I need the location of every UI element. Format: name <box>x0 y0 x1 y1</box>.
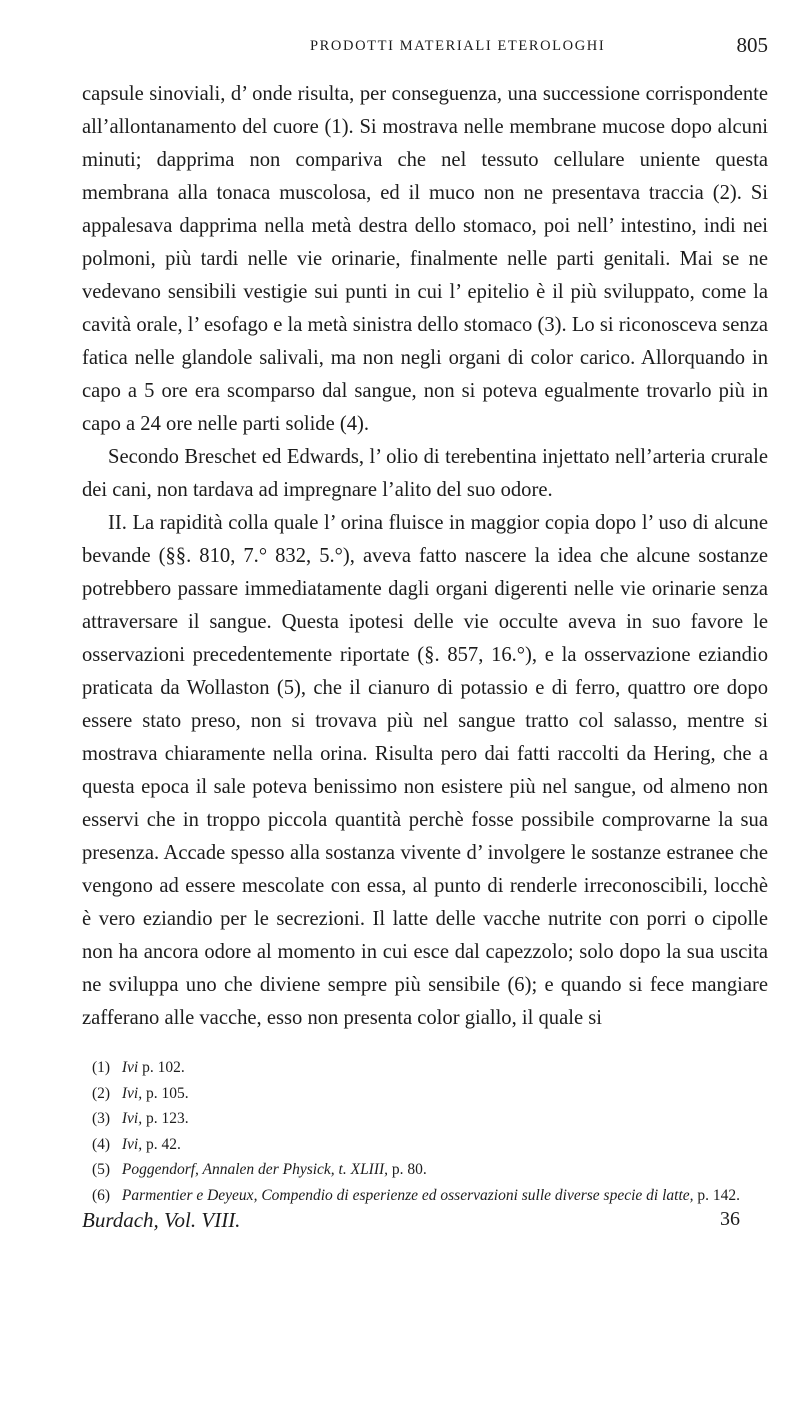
footnote-number: (1) <box>92 1059 111 1076</box>
footnote <box>82 1106 768 1132</box>
footnote-page: p. 80. <box>388 1161 427 1178</box>
paragraph: capsule sinoviali, d’ onde risulta, per conseguenza, una successione corrispondente all’allontanamento del cuore (1). Si mostrava nelle membrane mucose dopo alcuni minuti; dapprima non compariva che nel tessuto cellulare uniente questa membrana alla tonaca muscolosa, ed il muco non ne presentava traccia (2). Si appalesava dapprima nella metà destra dello stomaco, poi nell’ intestino, indi nei polmoni, più tardi nelle vie orinarie, finalmente nelle parti genitali. Mai se ne vedevano sensibili vestigie sui punti in cui l’ epitelio è il più sviluppato, come la cavità orale, l’ esofago e la metà sinistra dello stomaco (3). Lo si riconosceva senza fatica nelle glandole salivali, ma non negli organi di color carico. Allorquando in capo a 5 ore era scomparso dal sangue, non si poteva egualmente trovarlo più in capo a 24 ore nelle parti solide (4). <box>82 83 768 435</box>
footnote <box>82 1081 768 1107</box>
sheet-number: 36 <box>720 1208 740 1230</box>
page-number: 805 <box>736 33 768 57</box>
footnote <box>82 1157 768 1183</box>
footnote-number: (2) <box>92 1084 111 1102</box>
footnote-number: (5) <box>92 1161 111 1178</box>
footnote-page: p. 102. <box>138 1059 185 1076</box>
footnote-source: Ivi, <box>121 1110 143 1127</box>
printer-signature: Burdach, Vol. VIII. <box>82 1208 241 1232</box>
footnote-number: (6) <box>92 1186 111 1204</box>
footnote-source: Ivi, <box>121 1135 143 1153</box>
footnote <box>82 1132 768 1158</box>
footnote <box>82 1183 768 1209</box>
footnote-source: Ivi, <box>121 1084 143 1102</box>
paragraph: Secondo Breschet ed Edwards, l’ olio di terebentina injettato nell’arteria crurale dei cani, non tardava ad impregnare l’alito del suo odore. <box>82 446 768 501</box>
paragraph: II. La rapidità colla quale l’ orina fluisce in maggior copia dopo l’ uso di alcune bevande (§§. 810, 7.° 832, 5.°), aveva fatto nascere la idea che alcune sostanze potrebbero passare immediatamente dagli organi digerenti nelle vie orinarie senza attraversare il sangue. Questa ipotesi delle vie occulte aveva in suo favore le osservazioni precedentemente riportate (§. 857, 16.°), e la osservazione eziandio praticata da Wollaston (5), che il cianuro di potassio e di ferro, quattro ore dopo essere stato preso, non si trovava più nel sangue tratto col salasso, mentre si mostrava chiaramente nella orina. Risulta pero dai fatti raccolti da Hering, che a questa epoca il sale poteva benissimo non esistere più nel sangue, od almeno non esservi che in troppo piccola quantità perchè fosse possibile comprovarne la sua presenza. Accade spesso alla sostanza vivente d’ involgere le sostanze estranee che vengono ad essere mescolate con essa, al punto di renderle irreconoscibili, locchè è vero eziandio per le secrezioni. Il latte delle vacche nutrite con porri o cipolle non ha ancora odore al momento in cui esce dal capezzolo; solo dopo la sua uscita ne sviluppa uno che diviene sempre più sensibile (6); e quando si fece mangiare zafferano alle vacche, esso non presenta color giallo, il quale si <box>82 512 768 1029</box>
running-head <box>82 0 768 78</box>
footnote-page: p. 105. <box>142 1084 189 1102</box>
running-title: PRODOTTI MATERIALI ETEROLOGHI <box>310 38 606 54</box>
footnote-number: (3) <box>92 1110 111 1127</box>
signature-line <box>82 1208 768 1240</box>
footnote-page: p. 142. <box>693 1186 741 1204</box>
footnote-page: p. 42. <box>142 1135 181 1153</box>
footnotes <box>82 1055 768 1208</box>
body-text <box>82 78 768 1035</box>
footnote-source: Parmentier e Deyeux, Compendio di esperienze ed osservazioni sulle diverse specie di latte, <box>121 1186 694 1204</box>
footnote-number: (4) <box>92 1135 111 1153</box>
footnote-source: Poggendorf, Annalen der Physick, t. XLIII, <box>121 1161 389 1178</box>
footnote-source: Ivi <box>121 1059 139 1076</box>
footnote <box>82 1055 768 1081</box>
footnote-page: p. 123. <box>142 1110 189 1127</box>
